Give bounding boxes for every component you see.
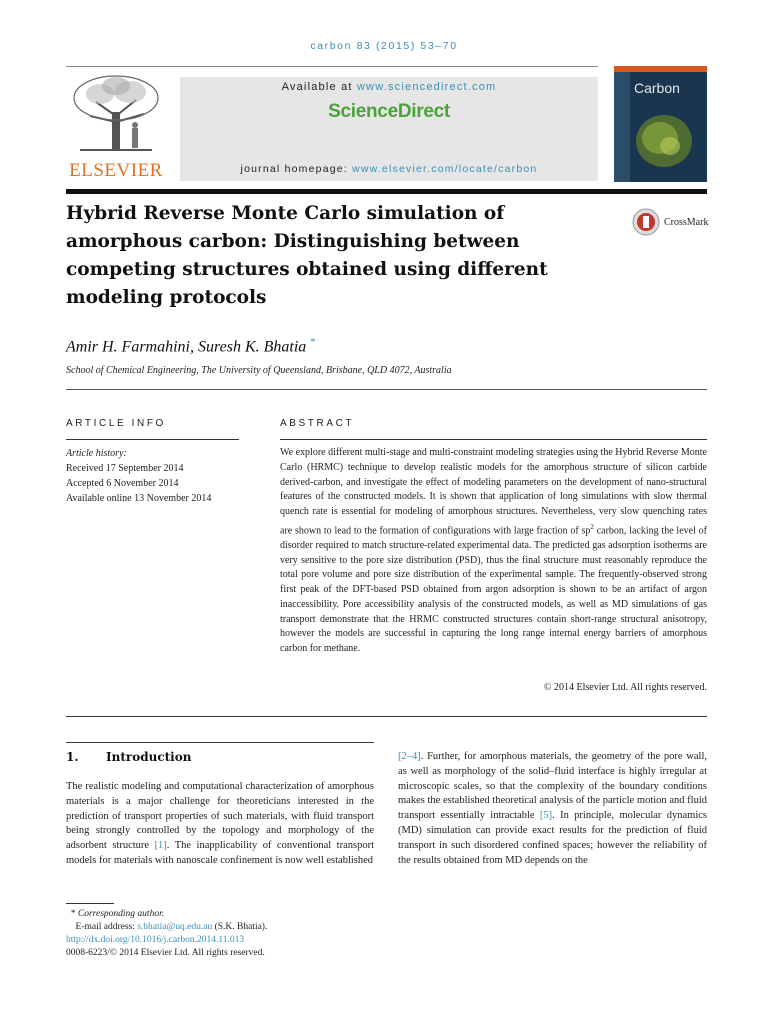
online-date: Available online 13 November 2014: [66, 493, 212, 504]
journal-homepage: [180, 163, 598, 175]
sciencedirect-link[interactable]: www.sciencedirect.com: [356, 81, 497, 93]
authors: [66, 336, 316, 356]
article-info-heading: ARTICLE INFO: [66, 418, 166, 429]
header-rule: [66, 66, 598, 67]
sciencedirect-banner: [180, 77, 598, 181]
crossmark-icon: [632, 208, 660, 236]
email-link[interactable]: s.bhatia@uq.edu.au: [137, 922, 213, 932]
body-rule: [66, 716, 707, 717]
intro-rule: [66, 742, 374, 743]
section-rule: [66, 389, 707, 390]
corresponding-label: Corresponding author.: [77, 909, 165, 919]
homepage-link[interactable]: www.elsevier.com/locate/carbon: [352, 163, 538, 175]
footnotes: [66, 908, 267, 960]
intro-heading: [66, 750, 191, 764]
citation-link[interactable]: [2–4]: [398, 751, 421, 762]
email-footnote: [66, 921, 267, 934]
corresponding-footnote: [66, 908, 267, 921]
article-info-rule: [66, 439, 239, 440]
abstract-part-1: We explore different multi-stage and multi-constraint modeling strategies using the Hybrid Reverse Monte Carlo (HRMC) technique to develop realistic models for the amorphous structure of silicon carbide derived-carbon, and investigate the effect of modeling parameters on the development of nano-structural features of the constructed models. It is shown that application of long simulations with slow thermal quench rate is essential for modeling of amorphous structures. Nevertheless, very slow quenching rates are shown to lead to the formation of configurations with large fraction of sp: [280, 447, 707, 537]
elsevier-logo: [66, 72, 166, 182]
author-names: Amir H. Farmahini, Suresh K. Bhatia: [66, 338, 307, 356]
abstract-text: [280, 446, 707, 657]
citation-link[interactable]: [5]: [539, 810, 553, 822]
journal-reference: carbon 83 (2015) 53–70: [310, 40, 458, 52]
doi-link[interactable]: http://dx.doi.org/10.1016/j.carbon.2014.11.013: [66, 935, 245, 945]
footnote-mark: *: [70, 909, 76, 919]
accepted-date: Accepted 6 November 2014: [66, 478, 179, 489]
sp2-superscript: 2: [590, 522, 594, 531]
journal-cover: [614, 66, 707, 182]
article-title: Hybrid Reverse Monte Carlo simulation of amorphous carbon: Distinguishing between competing structures obtained using different modeling protocols: [66, 203, 548, 308]
crossmark-badge[interactable]: [632, 208, 712, 238]
footnote-rule: [66, 903, 114, 904]
intro-left-text-a: The realistic modeling and computational characterization of amorphous materials is a major challenge for theoreticians interested in the prediction of transport properties of such materials, with fluid transport being strongly controlled by the topology and morphology of the adsorbent structure: [66, 781, 374, 852]
history-label: Article history:: [66, 448, 127, 459]
section-number: 1.: [66, 750, 79, 764]
abstract-copyright: © 2014 Elsevier Ltd. All rights reserved.: [543, 682, 707, 693]
citation-link[interactable]: [1]: [154, 840, 167, 852]
crossmark-label: CrossMark: [664, 217, 709, 228]
affiliation: School of Chemical Engineering, The University of Queensland, Brisbane, QLD 4072, Australia: [66, 365, 452, 376]
intro-right-column: [398, 750, 707, 868]
cover-title: Carbon: [634, 80, 680, 96]
abstract-part-2: carbon, lacking the level of disorder required to match structure-related experimental data. The predicted gas adsorption isotherms are very sensitive to the pore size distribution (PSD), thus the final structure must reasonably reproduce the total pore volume and pore size distribution of the experimental sample. The frequently-observed strong first peak of the DFT-based PSD obtained from argon adsorption is shown to be an artifact of argon inaccessibility. Pore accessibility analysis of the constructed models, as well as MD simulations of gas transport demonstrate that the HRMC constructed structures contain short-range structural anisotropy, however the models are successful in capturing the long range internal energy barriers of amorphous carbon for methane.: [280, 525, 707, 655]
received-date: Received 17 September 2014: [66, 463, 184, 474]
available-at: [180, 81, 598, 93]
cover-image: [614, 66, 707, 182]
corresponding-author-mark[interactable]: *: [310, 336, 316, 348]
email-suffix: (S.K. Bhatia).: [212, 922, 268, 932]
tree-icon: [66, 72, 166, 158]
intro-right-text-a: . Further, for amorphous materials, the geometry of the pore wall, as well as morphology of the solid–fluid interface is highly irregular at microscopic scales, so that the complexity of the boundary conditions makes the established theoretical analysis of the particle motion and fluid transport essentially intractable: [398, 751, 707, 822]
abstract-heading: ABSTRACT: [280, 418, 355, 429]
issn-line: 0008-6223/© 2014 Elsevier Ltd. All rights reserved.: [66, 948, 265, 958]
intro-right-text-b: . In principle, molecular dynamics (MD) simulation can provide exact results for the prediction of fluid transport in such disordered confined spaces; however the reliability of the results obtained from MD depends on the: [398, 810, 707, 866]
article-history: [66, 446, 211, 506]
homepage-label: journal homepage:: [240, 163, 353, 175]
title-rule: [66, 189, 707, 194]
publisher-name: ELSEVIER: [69, 160, 163, 181]
section-title: Introduction: [106, 750, 192, 764]
available-label: Available at: [281, 81, 357, 93]
sciencedirect-logo: ScienceDirect: [328, 101, 450, 122]
email-label: E-mail address:: [75, 922, 138, 932]
intro-left-text-b: . The inapplicability of conventional transport models for materials with nanoscale confinement is now well established: [66, 840, 374, 866]
abstract-rule: [280, 439, 707, 440]
intro-left-column: [66, 780, 374, 869]
